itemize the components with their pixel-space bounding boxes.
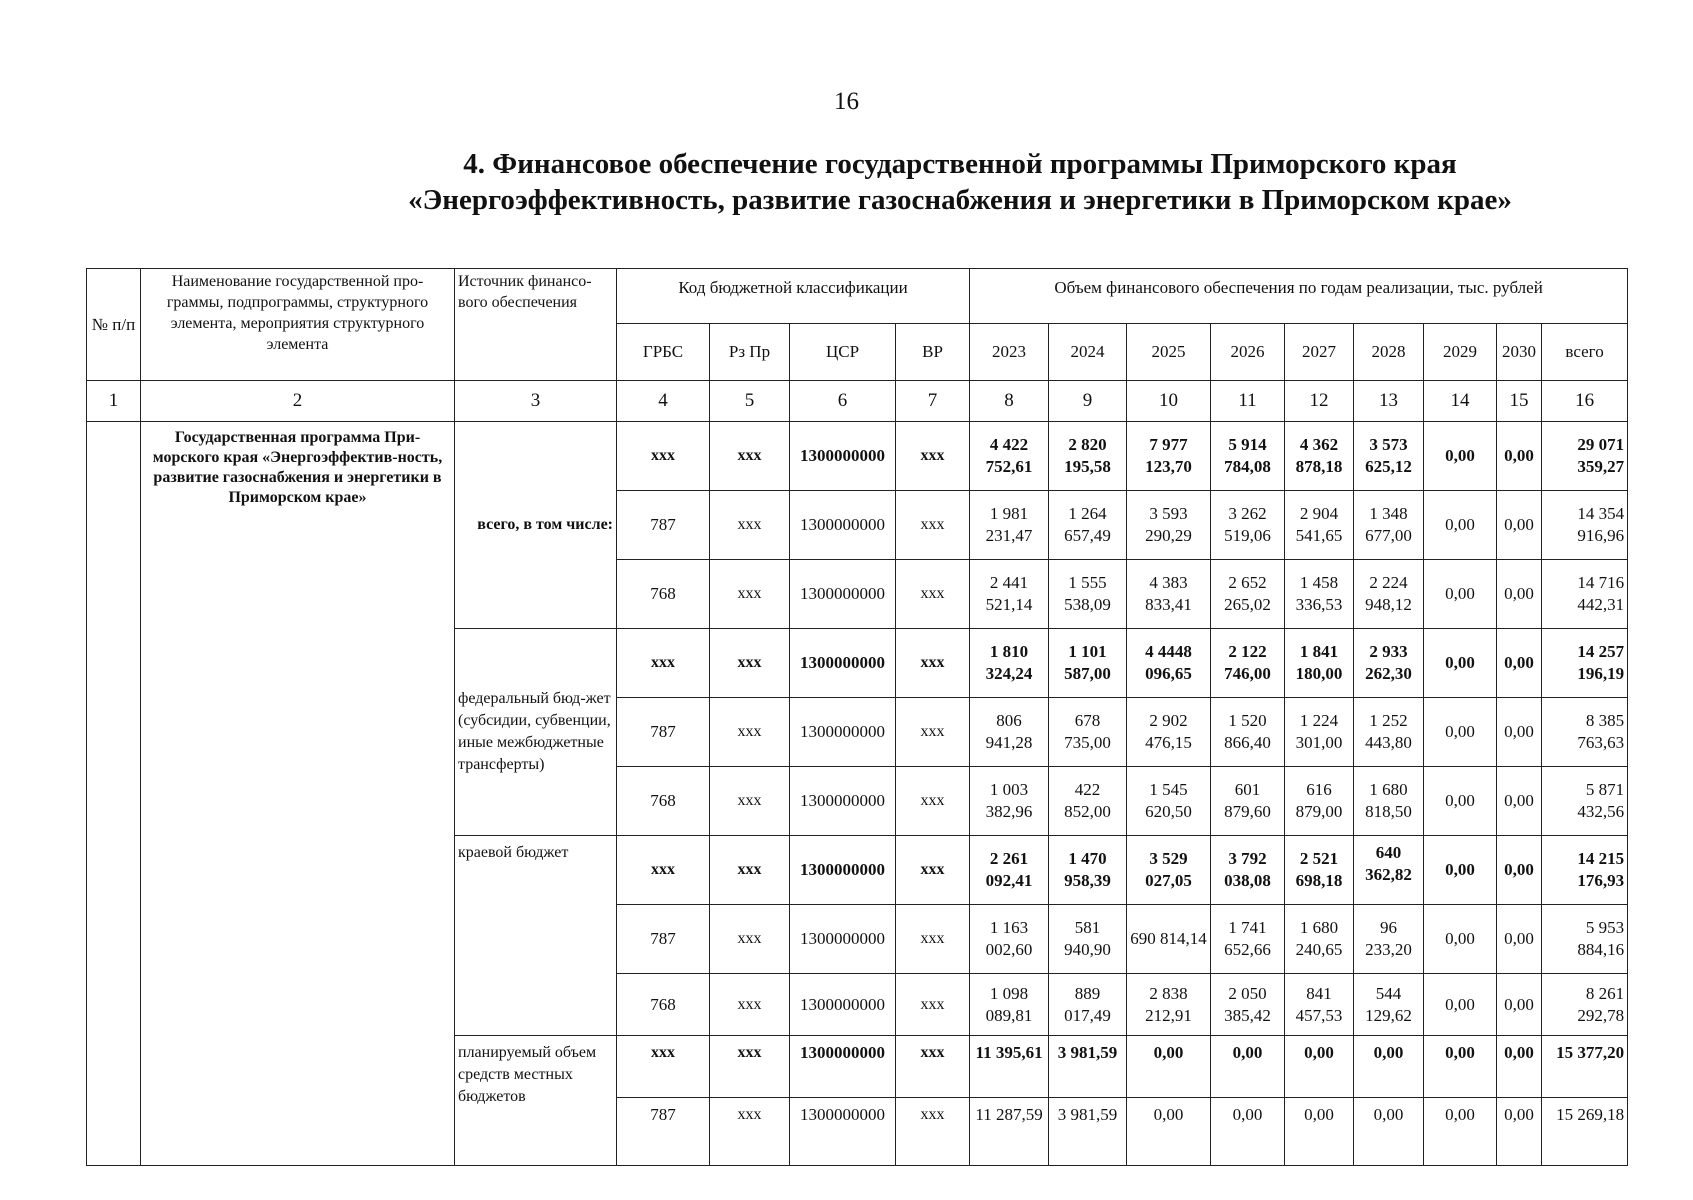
cell-y2026: 2 652 265,02	[1211, 560, 1285, 629]
cell-y2030: 0,00	[1497, 1098, 1542, 1166]
cell-grbs: ххх	[617, 836, 710, 905]
header-2028: 2028	[1354, 324, 1424, 381]
cell-y2025: 7 977 123,70	[1127, 422, 1211, 491]
cell-y2027: 0,00	[1285, 1098, 1354, 1166]
cell-y2029: 0,00	[1424, 1098, 1497, 1166]
cell-y2028: 1 680 818,50	[1354, 767, 1424, 836]
cell-y2027: 1 224 301,00	[1285, 698, 1354, 767]
cell-y2026: 0,00	[1211, 1098, 1285, 1166]
cell-vr: ххх	[896, 1036, 970, 1098]
col-number: 4	[617, 381, 710, 422]
cell-y2028: 3 573 625,12	[1354, 422, 1424, 491]
cell-y2030: 0,00	[1497, 422, 1542, 491]
cell-csr: 1300000000	[790, 560, 896, 629]
source-federal: федеральный бюд-жет (субсидии, субвенции, иные межбюджетные трансферты)	[455, 629, 617, 836]
cell-y2025: 3 529 027,05	[1127, 836, 1211, 905]
cell-y2028: 640 362,82	[1354, 836, 1424, 905]
cell-y2027: 0,00	[1285, 1036, 1354, 1098]
cell-csr: 1300000000	[790, 629, 896, 698]
cell-vr: ххх	[896, 767, 970, 836]
cell-vr: ххх	[896, 698, 970, 767]
cell-vr: ххх	[896, 560, 970, 629]
title-line-2: «Энергоэффективность, развитие газоснабжения и энергетики в Приморском крае»	[408, 184, 1512, 216]
cell-rzpr: ххх	[710, 1036, 790, 1098]
cell-rzpr: ххх	[710, 1098, 790, 1166]
cell-csr: 1300000000	[790, 698, 896, 767]
cell-y2030: 0,00	[1497, 836, 1542, 905]
col-number: 15	[1497, 381, 1542, 422]
cell-rzpr: ххх	[710, 836, 790, 905]
cell-y2023: 1 163 002,60	[970, 905, 1049, 974]
cell-y2024: 1 470 958,39	[1049, 836, 1127, 905]
cell-vr: ххх	[896, 1098, 970, 1166]
cell-y2029: 0,00	[1424, 698, 1497, 767]
cell-y2028: 1 348 677,00	[1354, 491, 1424, 560]
cell-y2026: 601 879,60	[1211, 767, 1285, 836]
cell-vr: ххх	[896, 905, 970, 974]
cell-y2026: 1 520 866,40	[1211, 698, 1285, 767]
cell-total: 14 257 196,19	[1542, 629, 1628, 698]
cell-y2027: 1 680 240,65	[1285, 905, 1354, 974]
col-number: 3	[455, 381, 617, 422]
cell-y2030: 0,00	[1497, 491, 1542, 560]
cell-total: 14 215 176,93	[1542, 836, 1628, 905]
cell-csr: 1300000000	[790, 974, 896, 1036]
cell-y2025: 2 838 212,91	[1127, 974, 1211, 1036]
cell-csr: 1300000000	[790, 836, 896, 905]
cell-y2023: 1 003 382,96	[970, 767, 1049, 836]
cell-grbs: 768	[617, 767, 710, 836]
header-vr: ВР	[896, 324, 970, 381]
cell-total: 14 354 916,96	[1542, 491, 1628, 560]
header-csr: ЦСР	[790, 324, 896, 381]
cell-y2024: 3 981,59	[1049, 1098, 1127, 1166]
cell-y2024: 678 735,00	[1049, 698, 1127, 767]
cell-y2024: 889 017,49	[1049, 974, 1127, 1036]
cell-y2028: 2 933 262,30	[1354, 629, 1424, 698]
cell-y2029: 0,00	[1424, 629, 1497, 698]
cell-total: 15 269,18	[1542, 1098, 1628, 1166]
cell-rzpr: ххх	[710, 560, 790, 629]
cell-y2030: 0,00	[1497, 974, 1542, 1036]
cell-y2023: 1 098 089,81	[970, 974, 1049, 1036]
col-number: 14	[1424, 381, 1497, 422]
header-2026: 2026	[1211, 324, 1285, 381]
header-2027: 2027	[1285, 324, 1354, 381]
cell-vr: ххх	[896, 422, 970, 491]
source-all: всего, в том числе:	[455, 422, 617, 629]
cell-y2030: 0,00	[1497, 1036, 1542, 1098]
source-regional: краевой бюджет	[455, 836, 617, 1036]
cell-y2028: 1 252 443,80	[1354, 698, 1424, 767]
cell-y2029: 0,00	[1424, 974, 1497, 1036]
cell-y2023: 806 941,28	[970, 698, 1049, 767]
cell-y2027: 616 879,00	[1285, 767, 1354, 836]
header-total: всего	[1542, 324, 1628, 381]
cell-y2025: 1 545 620,50	[1127, 767, 1211, 836]
col-number: 9	[1049, 381, 1127, 422]
cell-y2030: 0,00	[1497, 629, 1542, 698]
cell-y2025: 690 814,14	[1127, 905, 1211, 974]
cell-csr: 1300000000	[790, 1036, 896, 1098]
cell-total: 5 871 432,56	[1542, 767, 1628, 836]
cell-y2025: 0,00	[1127, 1036, 1211, 1098]
cell-y2026: 5 914 784,08	[1211, 422, 1285, 491]
header-rzpr: Рз Пр	[710, 324, 790, 381]
col-number: 13	[1354, 381, 1424, 422]
col-number: 5	[710, 381, 790, 422]
cell-y2030: 0,00	[1497, 767, 1542, 836]
cell-y2027: 2 904 541,65	[1285, 491, 1354, 560]
col-number: 2	[141, 381, 455, 422]
cell-y2024: 422 852,00	[1049, 767, 1127, 836]
cell-grbs: 768	[617, 974, 710, 1036]
cell-y2023: 11 287,59	[970, 1098, 1049, 1166]
cell-vr: ххх	[896, 974, 970, 1036]
cell-y2030: 0,00	[1497, 905, 1542, 974]
cell-grbs: 768	[617, 560, 710, 629]
cell-csr: 1300000000	[790, 491, 896, 560]
cell-y2026: 3 262 519,06	[1211, 491, 1285, 560]
cell-total: 15 377,20	[1542, 1036, 1628, 1098]
col-number: 16	[1542, 381, 1628, 422]
header-grbs: ГРБС	[617, 324, 710, 381]
header-2030: 2030	[1497, 324, 1542, 381]
cell-y2023: 1 810 324,24	[970, 629, 1049, 698]
cell-y2026: 3 792 038,08	[1211, 836, 1285, 905]
header-2024: 2024	[1049, 324, 1127, 381]
cell-y2029: 0,00	[1424, 491, 1497, 560]
cell-total: 8 261 292,78	[1542, 974, 1628, 1036]
cell-y2023: 1 981 231,47	[970, 491, 1049, 560]
col-number: 12	[1285, 381, 1354, 422]
cell-y2029: 0,00	[1424, 560, 1497, 629]
cell-grbs: 787	[617, 905, 710, 974]
cell-y2024: 1 264 657,49	[1049, 491, 1127, 560]
cell-y2025: 4 383 833,41	[1127, 560, 1211, 629]
cell-y2027: 1 458 336,53	[1285, 560, 1354, 629]
cell-rzpr: ххх	[710, 974, 790, 1036]
header-num: № п/п	[87, 269, 141, 381]
col-number: 8	[970, 381, 1049, 422]
cell-y2027: 1 841 180,00	[1285, 629, 1354, 698]
cell-y2029: 0,00	[1424, 767, 1497, 836]
document-title	[260, 146, 1660, 218]
cell-y2023: 11 395,61	[970, 1036, 1049, 1098]
cell-total: 5 953 884,16	[1542, 905, 1628, 974]
cell-y2025: 4 4448 096,65	[1127, 629, 1211, 698]
source-local: планируемый объем средств местных бюджетов	[455, 1036, 617, 1166]
cell-y2029: 0,00	[1424, 1036, 1497, 1098]
cell-vr: ххх	[896, 491, 970, 560]
cell-y2024: 1 101 587,00	[1049, 629, 1127, 698]
cell-y2029: 0,00	[1424, 422, 1497, 491]
cell-y2029: 0,00	[1424, 905, 1497, 974]
cell-y2030: 0,00	[1497, 698, 1542, 767]
cell-y2025: 0,00	[1127, 1098, 1211, 1166]
cell-rzpr: ххх	[710, 767, 790, 836]
cell-grbs: 787	[617, 698, 710, 767]
cell-y2027: 841 457,53	[1285, 974, 1354, 1036]
cell-rzpr: ххх	[710, 422, 790, 491]
header-2023: 2023	[970, 324, 1049, 381]
title-line-1: 4. Финансовое обеспечение государственной программы Приморского края	[463, 148, 1457, 180]
cell-y2024: 1 555 538,09	[1049, 560, 1127, 629]
cell-y2027: 2 521 698,18	[1285, 836, 1354, 905]
cell-y2026: 2 050 385,42	[1211, 974, 1285, 1036]
cell-y2028: 0,00	[1354, 1098, 1424, 1166]
program-name: Государственная программа При-морского края «Энергоэффектив-ность, развитие газоснабжения и энергетики в Приморском крае»	[141, 422, 455, 1166]
col-number: 11	[1211, 381, 1285, 422]
cell-y2025: 3 593 290,29	[1127, 491, 1211, 560]
cell-total: 8 385 763,63	[1542, 698, 1628, 767]
cell-total: 14 716 442,31	[1542, 560, 1628, 629]
col-number: 6	[790, 381, 896, 422]
cell-grbs: ххх	[617, 422, 710, 491]
cell-csr: 1300000000	[790, 1098, 896, 1166]
header-kbk: Код бюджетной классификации	[617, 269, 970, 324]
row-number-cell	[87, 422, 141, 1166]
cell-y2029: 0,00	[1424, 836, 1497, 905]
table-row	[87, 422, 1628, 491]
header-volume: Объем финансового обеспечения по годам реализации, тыс. рублей	[970, 269, 1628, 324]
cell-csr: 1300000000	[790, 767, 896, 836]
cell-grbs: 787	[617, 491, 710, 560]
cell-y2027: 4 362 878,18	[1285, 422, 1354, 491]
cell-vr: ххх	[896, 836, 970, 905]
cell-grbs: ххх	[617, 629, 710, 698]
cell-csr: 1300000000	[790, 422, 896, 491]
cell-rzpr: ххх	[710, 698, 790, 767]
col-number: 7	[896, 381, 970, 422]
cell-y2026: 1 741 652,66	[1211, 905, 1285, 974]
cell-grbs: 787	[617, 1098, 710, 1166]
col-number: 10	[1127, 381, 1211, 422]
cell-y2024: 2 820 195,58	[1049, 422, 1127, 491]
cell-y2028: 96 233,20	[1354, 905, 1424, 974]
cell-y2023: 4 422 752,61	[970, 422, 1049, 491]
cell-y2024: 3 981,59	[1049, 1036, 1127, 1098]
cell-y2023: 2 441 521,14	[970, 560, 1049, 629]
cell-y2028: 0,00	[1354, 1036, 1424, 1098]
cell-y2028: 544 129,62	[1354, 974, 1424, 1036]
cell-rzpr: ххх	[710, 491, 790, 560]
cell-y2030: 0,00	[1497, 560, 1542, 629]
header-2025: 2025	[1127, 324, 1211, 381]
financing-table	[86, 268, 1628, 1166]
cell-total: 29 071 359,27	[1542, 422, 1628, 491]
cell-grbs: ххх	[617, 1036, 710, 1098]
header-source: Источник финансо-вого обеспечения	[455, 269, 617, 381]
cell-y2024: 581 940,90	[1049, 905, 1127, 974]
col-number: 1	[87, 381, 141, 422]
header-name: Наименование государственной про-граммы, подпрограммы, структурного элемента, мероприятия структурного элемента	[141, 269, 455, 381]
cell-y2028: 2 224 948,12	[1354, 560, 1424, 629]
cell-y2023: 2 261 092,41	[970, 836, 1049, 905]
cell-y2026: 0,00	[1211, 1036, 1285, 1098]
cell-vr: ххх	[896, 629, 970, 698]
cell-y2026: 2 122 746,00	[1211, 629, 1285, 698]
cell-y2025: 2 902 476,15	[1127, 698, 1211, 767]
cell-rzpr: ххх	[710, 905, 790, 974]
page-number: 16	[834, 88, 859, 115]
cell-csr: 1300000000	[790, 905, 896, 974]
header-2029: 2029	[1424, 324, 1497, 381]
cell-rzpr: ххх	[710, 629, 790, 698]
